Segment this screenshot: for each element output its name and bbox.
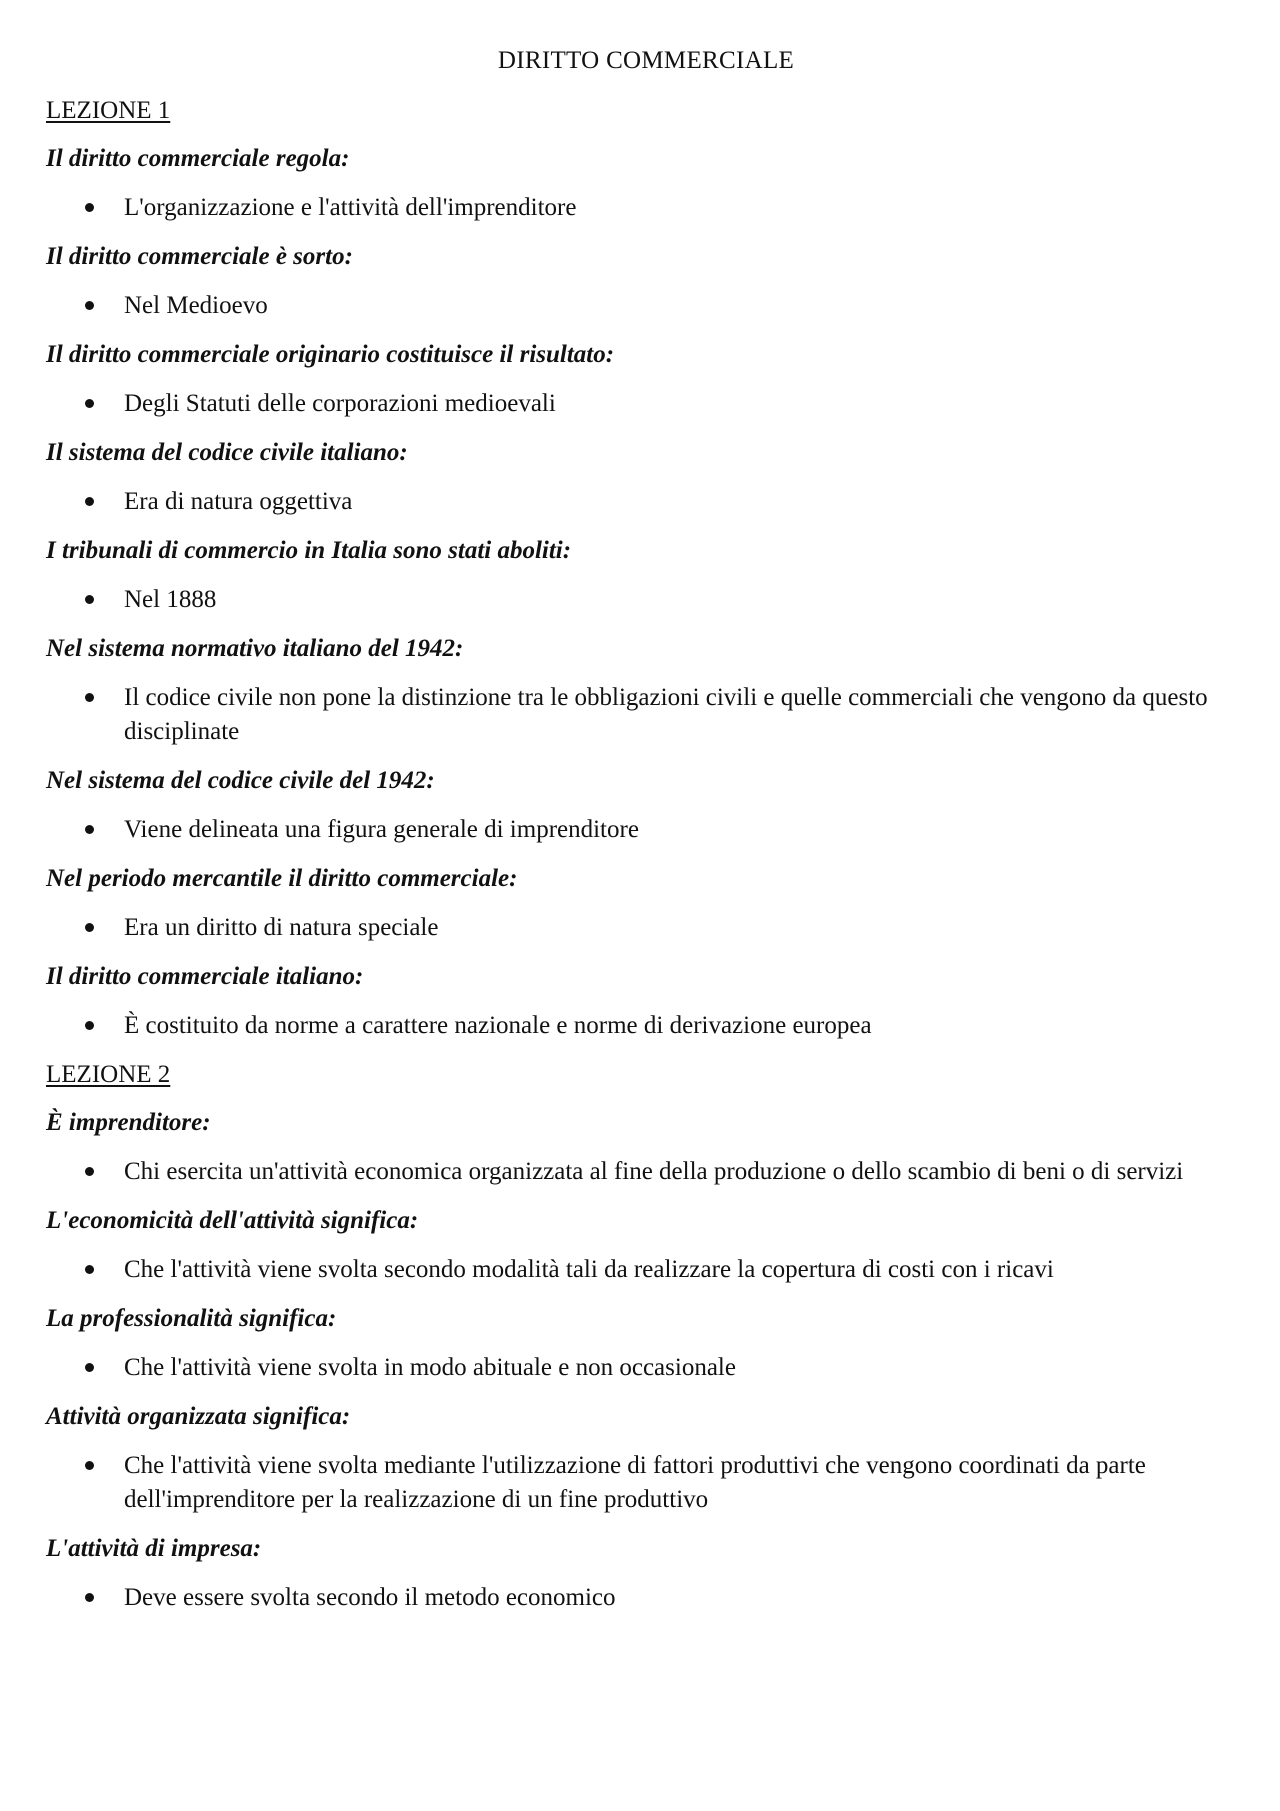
question: L'attività di impresa: (46, 1535, 262, 1562)
question: Il diritto commerciale originario costituisce il risultato: (46, 341, 615, 368)
bullet-icon (85, 595, 94, 604)
answer-text: Nel Medioevo (124, 292, 268, 319)
answer-text: L'organizzazione e l'attività dell'imprenditore (124, 194, 577, 221)
lesson-heading: LEZIONE 1 (46, 97, 171, 124)
answer-text: Era di natura oggettiva (124, 488, 353, 515)
question: Nel sistema del codice civile del 1942: (46, 767, 435, 794)
document-content (46, 94, 1246, 1615)
question: Il sistema del codice civile italiano: (46, 439, 408, 466)
question: È imprenditore: (46, 1109, 211, 1136)
question: Il diritto commerciale è sorto: (46, 243, 353, 270)
answer-list-item (46, 485, 1246, 519)
bullet-icon (85, 1593, 94, 1602)
answer-text: Che l'attività viene svolta mediante l'utilizzazione di fattori produttivi che vengono coordinati da parte dell'imprenditore per la realizzazione di un fine produttivo (124, 1452, 1146, 1513)
bullet-icon (85, 1167, 94, 1176)
bullet-icon (85, 1363, 94, 1372)
bullet-icon (85, 203, 94, 212)
answer-text: Nel 1888 (124, 586, 217, 613)
answer-text: Che l'attività viene svolta secondo modalità tali da realizzare la copertura di costi con i ricavi (124, 1256, 1054, 1283)
bullet-icon (85, 825, 94, 834)
question: Il diritto commerciale regola: (46, 145, 350, 172)
answer-text: Era un diritto di natura speciale (124, 914, 439, 941)
bullet-icon (85, 301, 94, 310)
answer-list-item (46, 1009, 1246, 1043)
question: Il diritto commerciale italiano: (46, 963, 364, 990)
answer-list-item (46, 813, 1246, 847)
answer-text: Deve essere svolta secondo il metodo economico (124, 1584, 616, 1611)
bullet-icon (85, 1265, 94, 1274)
bullet-icon (85, 399, 94, 408)
bullet-icon (85, 923, 94, 932)
answer-text: È costituito da norme a carattere nazionale e norme di derivazione europea (124, 1012, 872, 1039)
bullet-icon (85, 693, 94, 702)
answer-list-item (46, 911, 1246, 945)
document-page (46, 44, 1246, 1630)
question: L'economicità dell'attività significa: (46, 1207, 419, 1234)
bullet-icon (85, 497, 94, 506)
answer-text: Viene delineata una figura generale di imprenditore (124, 816, 639, 843)
bullet-icon (85, 1461, 94, 1470)
answer-list-item (46, 1449, 1246, 1517)
question: Attività organizzata significa: (46, 1403, 351, 1430)
answer-list-item (46, 583, 1246, 617)
answer-text: Il codice civile non pone la distinzione tra le obbligazioni civili e quelle commerciali che vengono da questo disciplinate (124, 684, 1208, 745)
question: Nel periodo mercantile il diritto commerciale: (46, 865, 518, 892)
answer-text: Chi esercita un'attività economica organizzata al fine della produzione o dello scambio di beni o di servizi (124, 1158, 1184, 1185)
answer-list-item (46, 1253, 1246, 1287)
answer-list-item (46, 191, 1246, 225)
bullet-icon (85, 1021, 94, 1030)
answer-text: Che l'attività viene svolta in modo abituale e non occasionale (124, 1354, 736, 1381)
answer-list-item (46, 289, 1246, 323)
answer-list-item (46, 387, 1246, 421)
answer-list-item (46, 1155, 1246, 1189)
answer-list-item (46, 681, 1246, 749)
lesson-heading: LEZIONE 2 (46, 1061, 171, 1088)
answer-list-item (46, 1351, 1246, 1385)
question: La professionalità significa: (46, 1305, 337, 1332)
question: Nel sistema normativo italiano del 1942: (46, 635, 464, 662)
answer-list-item (46, 1581, 1246, 1615)
document-title: DIRITTO COMMERCIALE (497, 47, 795, 74)
question: I tribunali di commercio in Italia sono stati aboliti: (46, 537, 572, 564)
answer-text: Degli Statuti delle corporazioni medioevali (124, 390, 556, 417)
